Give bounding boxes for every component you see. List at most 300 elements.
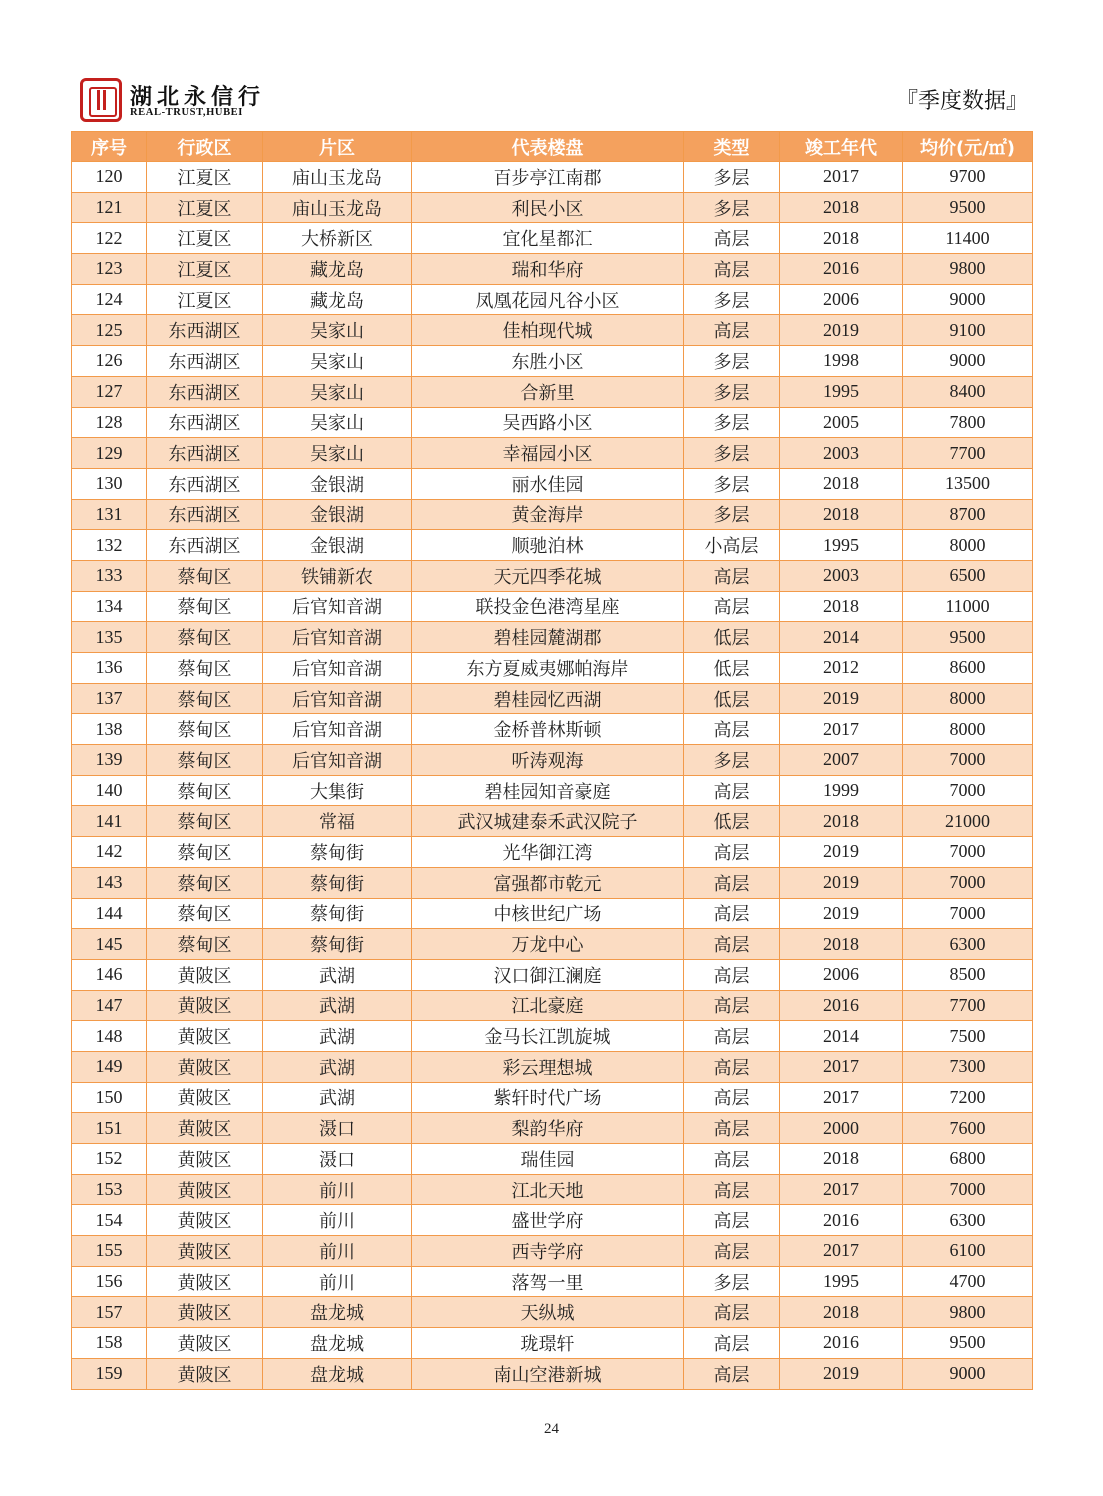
column-header-index: 序号	[72, 132, 147, 162]
cell-project: 富强都市乾元	[412, 867, 684, 898]
cell-project: 利民小区	[412, 192, 684, 223]
cell-project: 东方夏威夷娜帕海岸	[412, 653, 684, 684]
cell-type: 高层	[684, 591, 780, 622]
cell-project: 丽水佳园	[412, 468, 684, 499]
cell-index: 135	[72, 622, 147, 653]
cell-area: 盘龙城	[263, 1328, 412, 1359]
cell-project: 珑璟轩	[412, 1328, 684, 1359]
cell-type: 高层	[684, 1297, 780, 1328]
cell-type: 多层	[684, 468, 780, 499]
cell-type: 高层	[684, 1236, 780, 1267]
cell-price: 6300	[903, 1205, 1033, 1236]
cell-type: 高层	[684, 1051, 780, 1082]
cell-area: 金银湖	[263, 530, 412, 561]
cell-area: 盘龙城	[263, 1358, 412, 1389]
cell-district: 黄陂区	[147, 1358, 263, 1389]
cell-index: 129	[72, 438, 147, 469]
cell-area: 吴家山	[263, 438, 412, 469]
cell-index: 156	[72, 1266, 147, 1297]
cell-price: 9100	[903, 315, 1033, 346]
cell-price: 8500	[903, 959, 1033, 990]
cell-area: 蔡甸街	[263, 898, 412, 929]
cell-year: 2017	[780, 162, 903, 193]
cell-project: 合新里	[412, 376, 684, 407]
cell-year: 2012	[780, 653, 903, 684]
cell-area: 后官知音湖	[263, 622, 412, 653]
cell-price: 8000	[903, 530, 1033, 561]
cell-project: 江北豪庭	[412, 990, 684, 1021]
cell-district: 蔡甸区	[147, 683, 263, 714]
cell-district: 江夏区	[147, 192, 263, 223]
table-row	[72, 1113, 1033, 1144]
cell-type: 小高层	[684, 530, 780, 561]
cell-project: 中核世纪广场	[412, 898, 684, 929]
cell-area: 武湖	[263, 1082, 412, 1113]
cell-area: 藏龙岛	[263, 254, 412, 285]
cell-index: 148	[72, 1021, 147, 1052]
cell-district: 黄陂区	[147, 1144, 263, 1175]
cell-index: 137	[72, 683, 147, 714]
cell-price: 6300	[903, 929, 1033, 960]
cell-project: 碧桂园麓湖郡	[412, 622, 684, 653]
cell-district: 江夏区	[147, 254, 263, 285]
cell-price: 13500	[903, 468, 1033, 499]
cell-index: 155	[72, 1236, 147, 1267]
cell-area: 前川	[263, 1236, 412, 1267]
cell-year: 2018	[780, 591, 903, 622]
cell-year: 2016	[780, 1328, 903, 1359]
logo-english-name: REAL-TRUST,HUBEI	[130, 107, 243, 118]
cell-year: 2017	[780, 1236, 903, 1267]
cell-price: 7000	[903, 837, 1033, 868]
cell-project: 吴西路小区	[412, 407, 684, 438]
cell-project: 天元四季花城	[412, 560, 684, 591]
cell-price: 7600	[903, 1113, 1033, 1144]
cell-district: 蔡甸区	[147, 806, 263, 837]
table-row	[72, 806, 1033, 837]
cell-index: 120	[72, 162, 147, 193]
table-row	[72, 1174, 1033, 1205]
cell-price: 21000	[903, 806, 1033, 837]
table-row	[72, 1266, 1033, 1297]
cell-project: 瑞和华府	[412, 254, 684, 285]
cell-year: 1995	[780, 530, 903, 561]
cell-index: 123	[72, 254, 147, 285]
table-row	[72, 1297, 1033, 1328]
cell-district: 东西湖区	[147, 346, 263, 377]
cell-district: 江夏区	[147, 223, 263, 254]
cell-project: 梨韵华府	[412, 1113, 684, 1144]
cell-project: 东胜小区	[412, 346, 684, 377]
cell-year: 2016	[780, 254, 903, 285]
cell-year: 2014	[780, 622, 903, 653]
table-row	[72, 990, 1033, 1021]
cell-index: 145	[72, 929, 147, 960]
cell-type: 低层	[684, 622, 780, 653]
cell-index: 139	[72, 745, 147, 776]
cell-district: 东西湖区	[147, 315, 263, 346]
cell-project: 联投金色港湾星座	[412, 591, 684, 622]
table-row	[72, 591, 1033, 622]
cell-area: 大桥新区	[263, 223, 412, 254]
cell-type: 高层	[684, 1358, 780, 1389]
cell-price: 7300	[903, 1051, 1033, 1082]
cell-type: 低层	[684, 806, 780, 837]
cell-index: 122	[72, 223, 147, 254]
cell-index: 138	[72, 714, 147, 745]
cell-price: 9800	[903, 1297, 1033, 1328]
cell-type: 高层	[684, 837, 780, 868]
cell-district: 蔡甸区	[147, 929, 263, 960]
cell-price: 7000	[903, 775, 1033, 806]
cell-project: 金桥普林斯顿	[412, 714, 684, 745]
cell-index: 142	[72, 837, 147, 868]
cell-year: 2018	[780, 192, 903, 223]
cell-index: 126	[72, 346, 147, 377]
table-row	[72, 560, 1033, 591]
cell-price: 6100	[903, 1236, 1033, 1267]
table-row	[72, 1358, 1033, 1389]
cell-type: 高层	[684, 898, 780, 929]
cell-type: 高层	[684, 1021, 780, 1052]
cell-project: 南山空港新城	[412, 1358, 684, 1389]
cell-area: 吴家山	[263, 346, 412, 377]
cell-type: 高层	[684, 1174, 780, 1205]
cell-area: 铁铺新农	[263, 560, 412, 591]
cell-project: 天纵城	[412, 1297, 684, 1328]
cell-index: 134	[72, 591, 147, 622]
cell-district: 蔡甸区	[147, 560, 263, 591]
cell-price: 9500	[903, 192, 1033, 223]
cell-district: 蔡甸区	[147, 898, 263, 929]
cell-project: 光华御江湾	[412, 837, 684, 868]
cell-index: 133	[72, 560, 147, 591]
cell-district: 黄陂区	[147, 1174, 263, 1205]
cell-price: 7200	[903, 1082, 1033, 1113]
cell-district: 黄陂区	[147, 1236, 263, 1267]
cell-price: 9000	[903, 284, 1033, 315]
cell-area: 大集街	[263, 775, 412, 806]
cell-district: 东西湖区	[147, 530, 263, 561]
cell-year: 2018	[780, 499, 903, 530]
table-row	[72, 959, 1033, 990]
cell-type: 高层	[684, 315, 780, 346]
cell-price: 9500	[903, 1328, 1033, 1359]
cell-district: 东西湖区	[147, 376, 263, 407]
cell-type: 高层	[684, 775, 780, 806]
cell-index: 153	[72, 1174, 147, 1205]
cell-price: 9000	[903, 346, 1033, 377]
cell-project: 紫轩时代广场	[412, 1082, 684, 1113]
cell-year: 2018	[780, 223, 903, 254]
table-row	[72, 775, 1033, 806]
cell-year: 2018	[780, 806, 903, 837]
property-price-table	[71, 131, 1033, 1390]
cell-index: 130	[72, 468, 147, 499]
cell-index: 143	[72, 867, 147, 898]
table-row	[72, 714, 1033, 745]
cell-type: 高层	[684, 1144, 780, 1175]
cell-district: 东西湖区	[147, 468, 263, 499]
cell-index: 144	[72, 898, 147, 929]
section-tag: 『季度数据』	[895, 89, 1028, 114]
cell-area: 滠口	[263, 1113, 412, 1144]
cell-district: 蔡甸区	[147, 745, 263, 776]
cell-index: 158	[72, 1328, 147, 1359]
logo-chinese-name: 湖北永信行	[130, 85, 266, 110]
column-header-project: 代表楼盘	[412, 132, 684, 162]
cell-area: 武湖	[263, 1051, 412, 1082]
table-row	[72, 1021, 1033, 1052]
cell-area: 后官知音湖	[263, 714, 412, 745]
cell-type: 多层	[684, 346, 780, 377]
cell-year: 2018	[780, 1297, 903, 1328]
cell-project: 碧桂园知音豪庭	[412, 775, 684, 806]
cell-year: 2018	[780, 468, 903, 499]
cell-project: 宜化星都汇	[412, 223, 684, 254]
cell-project: 盛世学府	[412, 1205, 684, 1236]
cell-type: 多层	[684, 192, 780, 223]
cell-project: 佳柏现代城	[412, 315, 684, 346]
cell-area: 蔡甸街	[263, 929, 412, 960]
cell-year: 2006	[780, 959, 903, 990]
cell-project: 落驾一里	[412, 1266, 684, 1297]
cell-year: 2016	[780, 1205, 903, 1236]
cell-project: 碧桂园忆西湖	[412, 683, 684, 714]
cell-area: 滠口	[263, 1144, 412, 1175]
cell-year: 2017	[780, 1082, 903, 1113]
cell-type: 低层	[684, 683, 780, 714]
cell-index: 159	[72, 1358, 147, 1389]
cell-district: 蔡甸区	[147, 867, 263, 898]
table-row	[72, 376, 1033, 407]
cell-index: 121	[72, 192, 147, 223]
cell-year: 2019	[780, 898, 903, 929]
cell-year: 1995	[780, 376, 903, 407]
table-row	[72, 438, 1033, 469]
cell-district: 蔡甸区	[147, 591, 263, 622]
cell-area: 武湖	[263, 990, 412, 1021]
cell-district: 黄陂区	[147, 1082, 263, 1113]
cell-index: 132	[72, 530, 147, 561]
cell-index: 154	[72, 1205, 147, 1236]
table-row	[72, 530, 1033, 561]
cell-year: 1998	[780, 346, 903, 377]
cell-district: 黄陂区	[147, 1113, 263, 1144]
cell-index: 151	[72, 1113, 147, 1144]
column-header-price: 均价(元/㎡)	[903, 132, 1033, 162]
cell-index: 136	[72, 653, 147, 684]
cell-area: 庙山玉龙岛	[263, 162, 412, 193]
cell-type: 多层	[684, 1266, 780, 1297]
cell-type: 高层	[684, 1328, 780, 1359]
cell-year: 2003	[780, 438, 903, 469]
cell-area: 吴家山	[263, 407, 412, 438]
cell-project: 顺驰泊林	[412, 530, 684, 561]
cell-year: 2018	[780, 929, 903, 960]
table-row	[72, 683, 1033, 714]
cell-area: 蔡甸街	[263, 837, 412, 868]
cell-type: 多层	[684, 162, 780, 193]
cell-type: 高层	[684, 254, 780, 285]
cell-price: 7800	[903, 407, 1033, 438]
cell-area: 后官知音湖	[263, 591, 412, 622]
table-body	[72, 162, 1033, 1390]
table-row	[72, 837, 1033, 868]
cell-price: 9700	[903, 162, 1033, 193]
cell-project: 黄金海岸	[412, 499, 684, 530]
cell-price: 4700	[903, 1266, 1033, 1297]
table-row	[72, 284, 1033, 315]
cell-district: 蔡甸区	[147, 622, 263, 653]
cell-type: 多层	[684, 376, 780, 407]
cell-index: 152	[72, 1144, 147, 1175]
table-row	[72, 315, 1033, 346]
cell-project: 西寺学府	[412, 1236, 684, 1267]
cell-type: 多层	[684, 438, 780, 469]
cell-year: 2017	[780, 714, 903, 745]
table-row	[72, 499, 1033, 530]
cell-type: 多层	[684, 745, 780, 776]
cell-index: 131	[72, 499, 147, 530]
cell-type: 高层	[684, 714, 780, 745]
cell-year: 2000	[780, 1113, 903, 1144]
cell-index: 125	[72, 315, 147, 346]
page-header	[80, 74, 1030, 126]
cell-project: 金马长江凯旋城	[412, 1021, 684, 1052]
cell-area: 后官知音湖	[263, 683, 412, 714]
cell-price: 7700	[903, 990, 1033, 1021]
cell-index: 124	[72, 284, 147, 315]
cell-area: 藏龙岛	[263, 284, 412, 315]
table-row	[72, 254, 1033, 285]
cell-price: 7000	[903, 1174, 1033, 1205]
cell-district: 江夏区	[147, 284, 263, 315]
column-header-district: 行政区	[147, 132, 263, 162]
column-header-year: 竣工年代	[780, 132, 903, 162]
cell-price: 8600	[903, 653, 1033, 684]
cell-year: 2003	[780, 560, 903, 591]
table-row	[72, 468, 1033, 499]
column-header-type: 类型	[684, 132, 780, 162]
cell-project: 江北天地	[412, 1174, 684, 1205]
cell-project: 汉口御江澜庭	[412, 959, 684, 990]
cell-price: 11400	[903, 223, 1033, 254]
cell-price: 9800	[903, 254, 1033, 285]
table-row	[72, 407, 1033, 438]
cell-area: 武湖	[263, 1021, 412, 1052]
cell-year: 2019	[780, 837, 903, 868]
page-number: 24	[544, 1421, 559, 1437]
table-row	[72, 898, 1033, 929]
cell-type: 低层	[684, 653, 780, 684]
cell-district: 黄陂区	[147, 1266, 263, 1297]
cell-type: 高层	[684, 1113, 780, 1144]
cell-project: 彩云理想城	[412, 1051, 684, 1082]
cell-year: 2019	[780, 867, 903, 898]
cell-project: 听涛观海	[412, 745, 684, 776]
cell-type: 高层	[684, 223, 780, 254]
cell-project: 武汉城建泰禾武汉院子	[412, 806, 684, 837]
cell-price: 9500	[903, 622, 1033, 653]
cell-district: 蔡甸区	[147, 775, 263, 806]
cell-type: 高层	[684, 867, 780, 898]
cell-project: 幸福园小区	[412, 438, 684, 469]
table-row	[72, 929, 1033, 960]
cell-price: 7700	[903, 438, 1033, 469]
cell-district: 江夏区	[147, 162, 263, 193]
cell-index: 140	[72, 775, 147, 806]
table-row	[72, 192, 1033, 223]
cell-area: 后官知音湖	[263, 745, 412, 776]
cell-price: 7500	[903, 1021, 1033, 1052]
cell-project: 瑞佳园	[412, 1144, 684, 1175]
cell-type: 多层	[684, 407, 780, 438]
table-row	[72, 745, 1033, 776]
table-row	[72, 162, 1033, 193]
cell-district: 黄陂区	[147, 1051, 263, 1082]
cell-area: 蔡甸街	[263, 867, 412, 898]
table-row	[72, 1236, 1033, 1267]
table-row	[72, 867, 1033, 898]
cell-type: 高层	[684, 990, 780, 1021]
cell-price: 11000	[903, 591, 1033, 622]
cell-year: 2019	[780, 315, 903, 346]
cell-district: 黄陂区	[147, 959, 263, 990]
cell-area: 前川	[263, 1174, 412, 1205]
cell-project: 百步亭江南郡	[412, 162, 684, 193]
cell-year: 2014	[780, 1021, 903, 1052]
cell-index: 128	[72, 407, 147, 438]
table-row	[72, 1328, 1033, 1359]
cell-price: 7000	[903, 867, 1033, 898]
cell-area: 吴家山	[263, 376, 412, 407]
cell-type: 高层	[684, 959, 780, 990]
cell-year: 1999	[780, 775, 903, 806]
cell-year: 2019	[780, 1358, 903, 1389]
table-row	[72, 1205, 1033, 1236]
column-header-area: 片区	[263, 132, 412, 162]
table-header-row	[72, 132, 1033, 162]
cell-district: 黄陂区	[147, 1205, 263, 1236]
cell-area: 前川	[263, 1205, 412, 1236]
cell-area: 盘龙城	[263, 1297, 412, 1328]
cell-area: 金银湖	[263, 499, 412, 530]
table-row	[72, 1082, 1033, 1113]
cell-area: 常福	[263, 806, 412, 837]
table-row	[72, 346, 1033, 377]
cell-year: 2016	[780, 990, 903, 1021]
table-row	[72, 1144, 1033, 1175]
cell-price: 8000	[903, 714, 1033, 745]
seal-logo-icon	[80, 78, 122, 122]
cell-price: 8700	[903, 499, 1033, 530]
cell-district: 蔡甸区	[147, 837, 263, 868]
table-row	[72, 1051, 1033, 1082]
cell-district: 黄陂区	[147, 990, 263, 1021]
cell-area: 庙山玉龙岛	[263, 192, 412, 223]
cell-year: 2018	[780, 1144, 903, 1175]
cell-district: 蔡甸区	[147, 653, 263, 684]
cell-index: 147	[72, 990, 147, 1021]
cell-price: 9000	[903, 1358, 1033, 1389]
cell-project: 凤凰花园凡谷小区	[412, 284, 684, 315]
table-row	[72, 653, 1033, 684]
cell-price: 7000	[903, 745, 1033, 776]
cell-type: 多层	[684, 284, 780, 315]
cell-type: 高层	[684, 929, 780, 960]
cell-index: 127	[72, 376, 147, 407]
